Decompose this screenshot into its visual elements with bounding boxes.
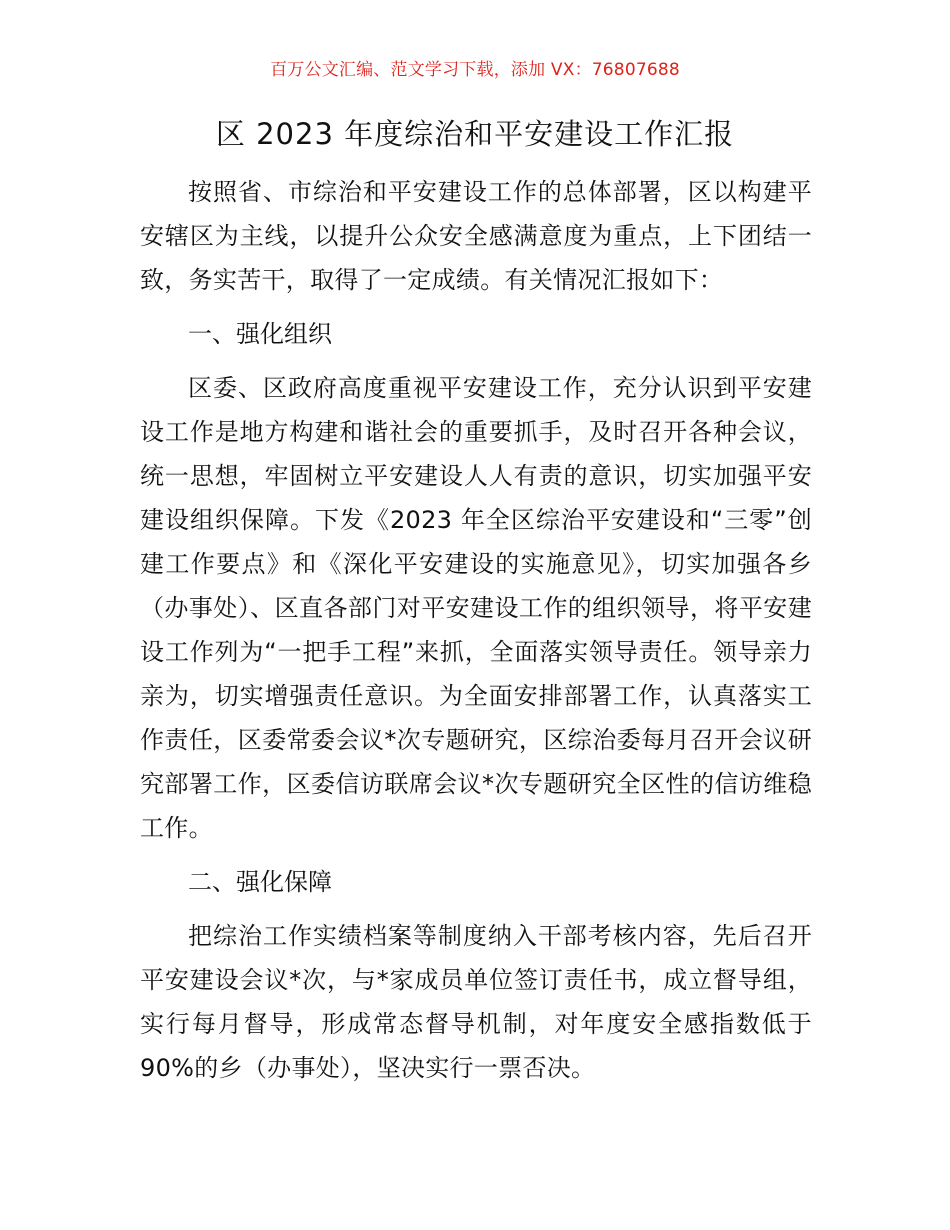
spacer (140, 302, 812, 312)
section-heading: 二、强化保障 (188, 868, 332, 896)
section-paragraph: 把综治工作实绩档案等制度纳入干部考核内容，先后召开平安建设会议*次，与*家成员单位签订责任书，成立督导组，实行每月督导，形成常态督导机制，对年度安全感指数低于 90%的乡（办事处），坚决实行一票否决。 (140, 922, 812, 1082)
spacer (140, 356, 812, 366)
intro-paragraph: 按照省、市综治和平安建设工作的总体部署，区以构建平安辖区为主线，以提升公众安全感满意度为重点，上下团结一致，务实苦干，取得了一定成绩。有关情况汇报如下： (140, 178, 812, 294)
section-paragraph: 区委、区政府高度重视平安建设工作，充分认识到平安建设工作是地方构建和谐社会的重要抓手，及时召开各种会议，统一思想，牢固树立平安建设人人有责的意识，切实加强平安建设组织保障。下发《2023 年全区综治平安建设和“三零”创建工作要点》和《深化平安建设的实施意见》，切实加强各乡（办事处）、区直各部门对平安建设工作的组织领导，将平安建设工作列为“一把手工程”来抓，全面落实领导责任。领导亲力亲为，切实增强责任意识。为全面安排部署工作，认真落实工作责任，区委常委会议*次专题研究，区综治委每月召开会议研究部署工作，区委信访联席会议*次专题研究全区性的信访维稳工作。 (140, 374, 812, 842)
header-banner: 百万公文汇编、范文学习下载，添加 VX：76807688 (270, 60, 680, 80)
section-heading: 一、强化组织 (188, 320, 332, 348)
spacer (140, 850, 812, 860)
spacer (140, 904, 812, 914)
document-body (140, 170, 812, 1090)
document-title: 区 2023 年度综治和平安建设工作汇报 (215, 117, 735, 151)
